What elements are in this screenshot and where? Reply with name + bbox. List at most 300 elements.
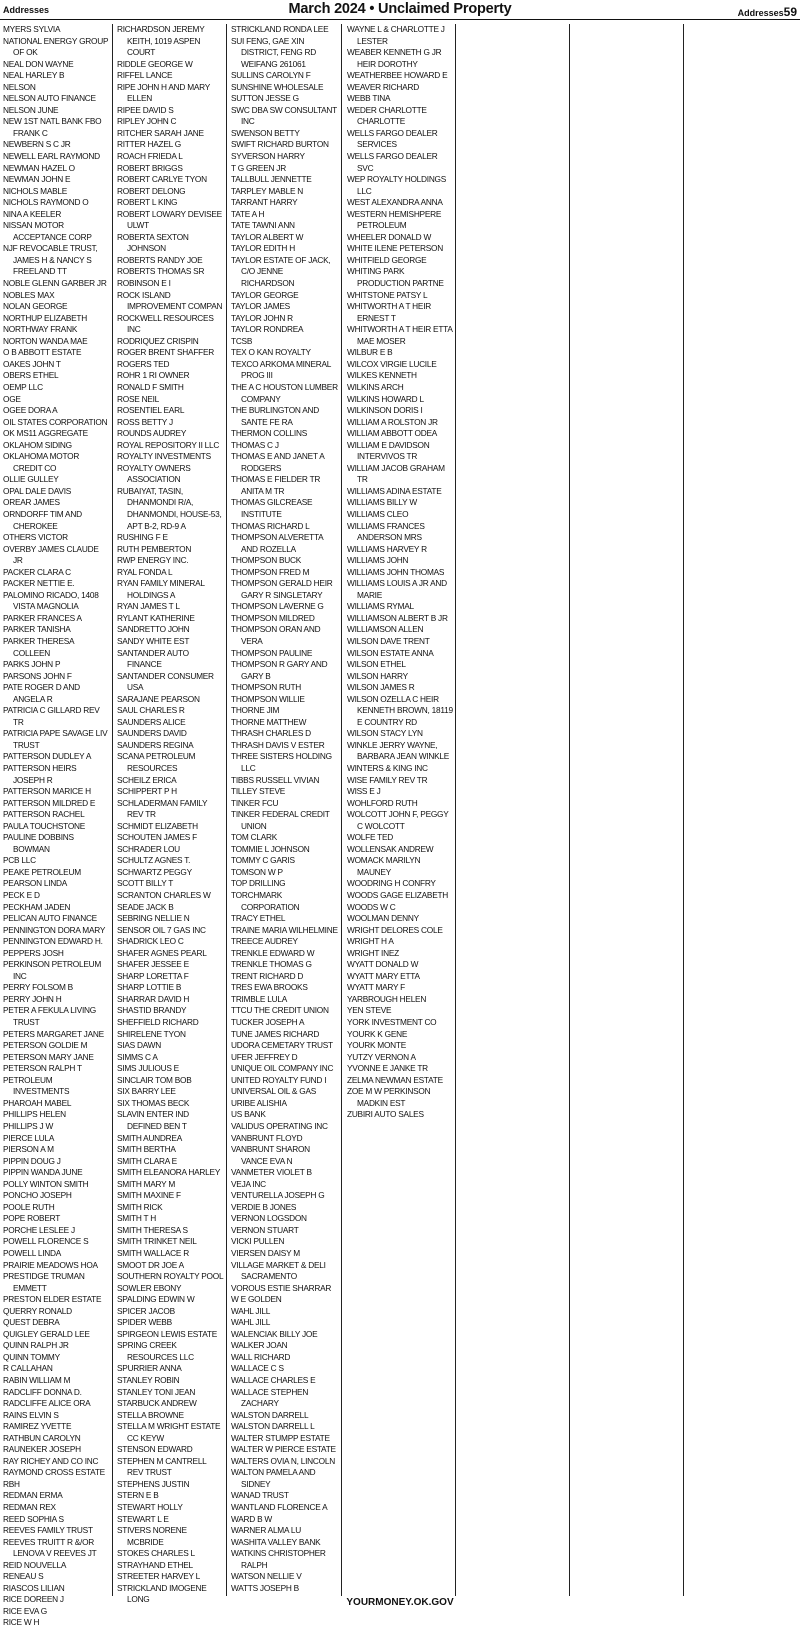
list-item: REID NOUVELLA — [3, 1559, 67, 1570]
list-item: WILLIAMS ADINA ESTATE — [347, 485, 442, 496]
list-item: WAYNE L & CHARLOTTE J LESTER — [347, 24, 445, 46]
list-item: TATE TAWNI ANN — [231, 220, 295, 231]
list-item: TINKER FCU — [231, 797, 279, 808]
list-item: PATRICIA C GILLARD REV TR — [3, 705, 100, 727]
list-item: SOWLER EBONY — [117, 1282, 182, 1293]
list-item: YORK INVESTMENT CO — [347, 1017, 437, 1028]
list-item: WILLIAM ABBOTT ODEA — [347, 428, 438, 439]
list-item: OGEE DORA A — [3, 405, 58, 416]
list-item: TUNE JAMES RICHARD — [231, 1028, 320, 1039]
list-item: WOODS GAGE ELIZABETH — [347, 890, 449, 901]
list-item: RICE EVA G — [3, 1605, 47, 1616]
list-item: MYERS SYLVIA — [3, 24, 61, 34]
listing-column-3 — [231, 24, 338, 1594]
list-item: WARNER ALMA LU — [231, 1525, 301, 1536]
list-item: RITTER HAZEL G — [117, 139, 181, 150]
list-item: TOMMY C GARIS — [231, 855, 295, 866]
list-item: STELLA M WRIGHT ESTATE CC KEYW — [117, 1421, 221, 1443]
list-item: WATTS JOSEPH B — [231, 1582, 299, 1593]
list-item: SHIRELENE TYON — [117, 1028, 186, 1039]
section-label-right: Addresses — [737, 8, 784, 18]
list-item: RAYMOND CROSS ESTATE — [3, 1467, 105, 1478]
list-item: NORTHUP ELIZABETH — [3, 312, 87, 323]
list-item: PETER A FEKULA LIVING TRUST — [3, 1005, 96, 1028]
list-item: TARPLEY MABLE N — [231, 185, 304, 196]
list-item: THOMAS RICHARD L — [231, 520, 310, 531]
list-item: WHITING PARK PRODUCTION PARTNE — [347, 266, 444, 289]
list-item: UDORA CEMETARY TRUST — [231, 1040, 333, 1051]
list-item: WATKINS CHRISTOPHER RALPH — [231, 1548, 326, 1570]
list-item: SHASTID BRANDY — [117, 1005, 187, 1016]
list-item: OIL STATES CORPORATION — [3, 416, 108, 427]
list-item: WALTON PAMELA AND SIDNEY — [231, 1467, 316, 1489]
list-item: SANDRETTO JOHN — [117, 624, 190, 635]
list-item: ROBERT CARLYE TYON — [117, 174, 207, 185]
list-item: SCHMIDT ELIZABETH — [117, 820, 198, 831]
list-item: SINCLAIR TOM BOB — [117, 1074, 192, 1085]
list-item: W E GOLDEN — [231, 1294, 282, 1305]
list-item: SUTTON JESSE G — [231, 93, 299, 104]
list-item: RICE DOREEN J — [3, 1594, 64, 1605]
list-item: TORCHMARK CORPORATION — [231, 890, 300, 912]
list-item: QUIGLEY GERALD LEE — [3, 1328, 90, 1339]
listing-column-1 — [3, 24, 110, 1629]
list-item: WOLFE TED — [347, 832, 393, 843]
list-item: WRIGHT INEZ — [347, 947, 399, 958]
list-item: PERRY FOLSOM B — [3, 982, 73, 993]
list-item: SANTANDER CONSUMER USA — [117, 670, 214, 693]
list-item: SPURRIER ANNA — [117, 1363, 182, 1374]
list-item: VERDIE B JONES — [231, 1201, 297, 1212]
list-item: WHITE ILENE PETERSON — [347, 243, 443, 254]
list-item: SARAJANE PEARSON — [117, 693, 200, 704]
list-item: WRIGHT H A — [347, 936, 394, 947]
list-item: SCOTT BILLY T — [117, 878, 174, 889]
list-item: ROSENTIEL EARL — [117, 405, 185, 416]
list-item: SAUL CHARLES R — [117, 705, 185, 716]
list-item: WILLIAMS HARVEY R — [347, 543, 427, 554]
list-item: ORNDORFF TIM AND CHEROKEE — [3, 508, 82, 531]
list-item: WANTLAND FLORENCE A — [231, 1502, 328, 1512]
list-item: US BANK — [231, 1109, 266, 1120]
list-item: UFER JEFFREY D — [231, 1051, 298, 1062]
list-item: SCANA PETROLEUM RESOURCES — [117, 751, 196, 773]
list-item: STANLEY TONI JEAN — [117, 1386, 196, 1397]
list-item: ROYAL REPOSITORY II LLC — [117, 439, 220, 450]
list-item: ROYALTY OWNERS ASSOCIATION — [117, 462, 191, 485]
list-item: PAULA TOUCHSTONE — [3, 820, 86, 831]
list-item: PERRY JOHN H — [3, 993, 62, 1004]
list-item: WALKER JOAN — [231, 1340, 288, 1351]
list-item: NELSON AUTO FINANCE — [3, 93, 96, 104]
list-item: UNIQUE OIL COMPANY INC — [231, 1063, 334, 1074]
list-item: RABIN WILLIAM M — [3, 1374, 71, 1385]
list-item: PHILLIPS HELEN — [3, 1109, 66, 1120]
list-item: VENTURELLA JOSEPH G — [231, 1190, 325, 1201]
list-item: QUERRY RONALD — [3, 1305, 72, 1316]
list-item: NOBLE GLENN GARBER JR — [3, 278, 107, 289]
list-item: VOROUS ESTIE SHARRAR — [231, 1282, 332, 1293]
list-item: STRICKLAND IMOGENE LONG — [117, 1582, 207, 1605]
header-rule — [0, 19, 800, 20]
list-item: SMOOT DR JOE A — [117, 1259, 184, 1270]
list-item: VANBRUNT SHARON VANCE EVA N — [231, 1144, 310, 1166]
list-item: POLLY WINTON SMITH — [3, 1178, 89, 1189]
list-item: ROBINSON E I — [117, 278, 171, 289]
list-item: PRESTON ELDER ESTATE — [3, 1294, 102, 1305]
list-item: NEWBERN S C JR — [3, 139, 71, 150]
list-item: SPIDER WEBB — [117, 1317, 172, 1328]
list-item: WALTER W PIERCE ESTATE — [231, 1444, 336, 1455]
list-item: PACKER CLARA C — [3, 566, 71, 577]
list-item: TRIMBLE LULA — [231, 993, 288, 1004]
list-item: TRAINE MARIA WILHELMINE — [231, 924, 338, 935]
list-item: YOURK MONTE — [347, 1040, 407, 1051]
list-item: WYATT MARY F — [347, 982, 406, 993]
list-item: SLAVIN ENTER IND DEFINED BEN T — [117, 1109, 189, 1131]
list-item: WYATT DONALD W — [347, 959, 419, 970]
list-item: SIMS JULIOUS E — [117, 1063, 179, 1074]
list-item: STOKES CHARLES L — [117, 1548, 195, 1559]
list-item: SAUNDERS DAVID — [117, 728, 187, 739]
list-item: SMITH WALLACE R — [117, 1247, 190, 1258]
list-item: NEWMAN JOHN E — [3, 174, 71, 185]
list-item: RYAN JAMES T L — [117, 601, 180, 612]
list-item: WRIGHT DELORES COLE — [347, 924, 443, 935]
list-item: SMITH TRINKET NEIL — [117, 1236, 197, 1247]
list-item: THOMPSON LAVERNE G — [231, 601, 324, 612]
list-item: SHARP LORETTA F — [117, 970, 189, 981]
list-item: WILLIAMS BILLY W — [347, 497, 417, 508]
list-item: WOODS W C — [347, 901, 396, 912]
list-item: SUI FENG, GAE XIN DISTRICT, FENG RD WEIFANG 261061 — [231, 35, 317, 69]
list-item: WILLIAMS RYMAL — [347, 601, 414, 612]
list-item: REDMAN ERMA — [3, 1490, 63, 1501]
list-item: TINKER FEDERAL CREDIT UNION — [231, 809, 330, 831]
list-item: WOLLENSAK ANDREW — [347, 843, 434, 854]
list-item: R CALLAHAN — [3, 1363, 53, 1374]
list-item: SYVERSON HARRY — [231, 151, 305, 162]
list-item: RENEAU S — [3, 1571, 44, 1582]
list-item: PARSONS JOHN F — [3, 670, 72, 681]
list-item: THOMPSON R GARY AND GARY B — [231, 659, 328, 681]
list-item: PHILLIPS J W — [3, 1120, 54, 1131]
column-divider — [455, 24, 456, 1596]
list-item: THE A C HOUSTON LUMBER COMPANY — [231, 381, 338, 404]
list-item: PECK E D — [3, 890, 40, 901]
list-item: RIPLEY JOHN C — [117, 116, 177, 127]
page-header — [0, 0, 800, 22]
list-item: RWP ENERGY INC. — [117, 555, 189, 566]
list-item: WILKINS HOWARD L — [347, 393, 424, 404]
list-item: PETROLEUM INVESTMENTS — [3, 1074, 70, 1097]
list-item: PIPPIN WANDA JUNE — [3, 1167, 83, 1178]
list-item: VALIDUS OPERATING INC — [231, 1120, 328, 1131]
list-item: PERKINSON PETROLEUM INC — [3, 959, 102, 981]
list-item: THOMPSON PAULINE — [231, 647, 313, 658]
list-item: SMITH MAXINE F — [117, 1190, 181, 1201]
list-item: NINA A KEELER — [3, 208, 62, 219]
list-item: NATIONAL ENERGY GROUP OF OK — [3, 35, 109, 58]
list-item: WOOLMAN DENNY — [347, 913, 419, 924]
list-item: THOMAS C J — [231, 439, 279, 450]
list-item: ROGER BRENT SHAFFER — [117, 347, 214, 358]
list-item: UNITED ROYALTY FUND I — [231, 1074, 327, 1085]
list-item: WEDER CHARLOTTE CHARLOTTE — [347, 104, 427, 127]
list-item: NICHOLS MABLE — [3, 185, 68, 196]
list-item: RYLANT KATHERINE — [117, 612, 195, 623]
list-item: RUSHING F E — [117, 532, 168, 543]
list-item: WILLIAMSON ALBERT B JR — [347, 612, 448, 623]
list-item: PACKER NETTIE E. — [3, 578, 75, 589]
list-item: OTHERS VICTOR — [3, 532, 68, 543]
list-item: QUINN TOMMY — [3, 1351, 60, 1362]
list-item: TAYLOR GEORGE — [231, 289, 299, 300]
list-item: SHAFER JESSEE E — [117, 959, 189, 970]
list-item: RIFFEL LANCE — [117, 70, 173, 81]
list-item: THORNE MATTHEW — [231, 716, 307, 727]
list-item: PIPPIN DOUG J — [3, 1155, 61, 1166]
list-item: ROHR 1 RI OWNER — [117, 370, 190, 381]
list-item: STEWART L E — [117, 1513, 169, 1524]
list-item: THRASH CHARLES D — [231, 728, 311, 739]
list-item: PARKER FRANCES A — [3, 612, 82, 623]
list-item: PRESTIDGE TRUMAN EMMETT — [3, 1271, 85, 1293]
list-item: THRASH DAVIS V ESTER — [231, 739, 325, 750]
list-item: STENSON EDWARD — [117, 1444, 193, 1455]
list-item: PCB LLC — [3, 855, 36, 866]
list-item: PONCHO JOSEPH — [3, 1190, 72, 1201]
list-item: PRAIRIE MEADOWS HOA — [3, 1259, 98, 1270]
list-item: THE BURLINGTON AND SANTE FE RA — [231, 405, 320, 427]
list-item: WALTER STUMPP ESTATE — [231, 1432, 330, 1443]
list-item: STEWART HOLLY — [117, 1502, 183, 1512]
list-item: REDMAN REX — [3, 1502, 56, 1512]
list-item: OGE — [3, 393, 21, 404]
list-item: RAUNEKER JOSEPH — [3, 1444, 81, 1455]
list-item: PATTERSON HEIRS JOSEPH R — [3, 763, 77, 785]
list-item: WILSON ESTATE ANNA — [347, 647, 434, 658]
column-divider — [226, 24, 227, 1596]
list-item: RIDDLE GEORGE W — [117, 58, 193, 69]
list-item: NELSON JUNE — [3, 104, 59, 115]
list-item: WEP ROYALTY HOLDINGS LLC — [347, 174, 447, 196]
list-item: RITCHER SARAH JANE — [117, 127, 204, 138]
list-item: ROGERS TED — [117, 358, 170, 369]
list-item: ROBERT DELONG — [117, 185, 186, 196]
list-item: QUEST DEBRA — [3, 1317, 60, 1328]
list-item: VICKI PULLEN — [231, 1236, 285, 1247]
list-item: RICHARDSON JEREMY KEITH, 1019 ASPEN COURT — [117, 24, 205, 58]
list-item: PALOMINO RICADO, 1408 VISTA MAGNOLIA — [3, 589, 99, 612]
list-item: WOODRING H CONFRY — [347, 878, 436, 889]
list-item: RYAL FONDA L — [117, 566, 173, 577]
list-item: PATE ROGER D AND ANGELA R — [3, 682, 80, 704]
list-item: WALENCIAK BILLY JOE — [231, 1328, 318, 1339]
list-item: STRAYHAND ETHEL — [117, 1559, 193, 1570]
list-item: SWENSON BETTY — [231, 127, 300, 138]
list-item: RAINS ELVIN S — [3, 1409, 59, 1420]
list-item: OEMP LLC — [3, 381, 43, 392]
list-item: SMITH THERESA S — [117, 1224, 188, 1235]
list-item: SHARP LOTTIE B — [117, 982, 182, 993]
list-item: WEATHERBEE HOWARD E — [347, 70, 448, 81]
list-item: TRENKLE THOMAS G — [231, 959, 312, 970]
list-item: YUTZY VERNON A — [347, 1051, 416, 1062]
list-item: NORTHWAY FRANK — [3, 324, 78, 335]
list-item: SAUNDERS ALICE — [117, 716, 186, 727]
list-item: TIBBS RUSSELL VIVIAN — [231, 774, 320, 785]
list-item: PENNINGTON EDWARD H. — [3, 936, 103, 947]
list-item: SCHWARTZ PEGGY — [117, 866, 192, 877]
list-item: SHARRAR DAVID H — [117, 993, 190, 1004]
list-item: PORCHE LESLEE J — [3, 1224, 75, 1235]
list-item: SMITH MARY M — [117, 1178, 176, 1189]
column-divider — [112, 24, 113, 1596]
list-item: ROBERT LOWARY DEVISEE ULWT — [117, 208, 222, 231]
list-item: TOMMIE L JOHNSON — [231, 843, 310, 854]
list-item: NJF REVOCABLE TRUST, JAMES H & NANCY S FREELAND TT — [3, 243, 98, 277]
list-item: WEST ALEXANDRA ANNA — [347, 197, 443, 208]
list-item: WHITWORTH A T HEIR ETTA MAE MOSER — [347, 324, 453, 346]
list-item: THOMPSON BUCK — [231, 555, 302, 566]
list-item: NISSAN MOTOR ACCEPTANCE CORP — [3, 220, 92, 242]
list-item: WYATT MARY ETTA — [347, 970, 420, 981]
listing-column-4 — [347, 24, 454, 1121]
list-item: NOBLES MAX — [3, 289, 55, 300]
list-item: NOLAN GEORGE — [3, 301, 68, 312]
list-item: PATRICIA PAPE SAVAGE LIV TRUST — [3, 728, 108, 750]
list-item: TAYLOR RONDREA — [231, 324, 304, 335]
list-item: PIERSON A M — [3, 1144, 54, 1155]
list-item: PATTERSON MILDRED E — [3, 797, 96, 808]
list-item: TOMSON W P — [231, 866, 283, 877]
list-item: TEX O KAN ROYALTY — [231, 347, 311, 358]
list-item: ROUNDS AUDREY — [117, 428, 187, 439]
list-item: RIPEE DAVID S — [117, 104, 174, 115]
list-item: WOLCOTT JOHN F, PEGGY C WOLCOTT — [347, 809, 449, 831]
column-divider — [683, 24, 684, 1596]
list-item: WALTERS OVIA N, LINCOLN — [231, 1455, 335, 1466]
list-item: SMITH CLARA E — [117, 1155, 177, 1166]
list-item: POPE ROBERT — [3, 1213, 61, 1224]
list-item: ZOE M W PERKINSON MADKIN EST — [347, 1086, 431, 1108]
list-item: WILSON STACY LYN — [347, 728, 423, 739]
list-item: TTCU THE CREDIT UNION — [231, 1005, 329, 1016]
list-item: RONALD F SMITH — [117, 381, 184, 392]
list-item: WILSON HARRY — [347, 670, 408, 681]
list-item: WARD B W — [231, 1513, 273, 1524]
list-item: TRENT RICHARD D — [231, 970, 304, 981]
list-item: VANBRUNT FLOYD — [231, 1132, 303, 1143]
list-item: ROBERTA SEXTON JOHNSON — [117, 231, 189, 254]
list-item: NEWMAN HAZEL O — [3, 162, 75, 173]
list-item: PEARSON LINDA — [3, 878, 68, 889]
list-item: WALL RICHARD — [231, 1351, 291, 1362]
list-item: SULLINS CAROLYN F — [231, 70, 311, 81]
list-item: SPIRGEON LEWIS ESTATE — [117, 1328, 218, 1339]
list-item: WILLIAM E DAVIDSON INTERVIVOS TR — [347, 439, 430, 462]
list-item: WINTERS & KING INC — [347, 763, 428, 773]
list-item: THOMAS E FIELDER TR ANITA M TR — [231, 474, 321, 496]
list-item: URIBE ALISHIA — [231, 1097, 287, 1108]
list-item: WILSON JAMES R — [347, 682, 415, 693]
list-item: PEPPERS JOSH — [3, 947, 64, 958]
list-item: STRICKLAND RONDA LEE — [231, 24, 329, 34]
list-item: ROCKWELL RESOURCES INC — [117, 312, 214, 335]
footer-url: YOURMONEY.OK.GOV — [346, 1597, 454, 1608]
list-item: SCHOUTEN JAMES F — [117, 832, 197, 843]
list-item: OK MS11 AGGREGATE — [3, 428, 88, 439]
list-item: RAMIREZ YVETTE — [3, 1421, 72, 1432]
list-item: SWC DBA SW CONSULTANT INC — [231, 104, 337, 127]
list-item: WALLACE CHARLES E — [231, 1374, 316, 1385]
list-item: OPAL DALE DAVIS — [3, 485, 72, 496]
list-item: ROBERT BRIGGS — [117, 162, 183, 173]
list-item: STARBUCK ANDREW — [117, 1398, 197, 1409]
list-item: WEAVER RICHARD — [347, 81, 419, 92]
list-item: SIX THOMAS BECK — [117, 1097, 190, 1108]
list-item: PECKHAM JADEN — [3, 901, 71, 912]
list-item: TAYLOR EDITH H — [231, 243, 295, 254]
list-item: TATE A H — [231, 208, 265, 219]
list-item: WESTERN HEMISHPERE PETROLEUM — [347, 208, 442, 231]
list-item: WILLIAMSON ALLEN — [347, 624, 424, 635]
list-item: WAHL JILL — [231, 1305, 271, 1316]
list-item: SHEFFIELD RICHARD — [117, 1017, 199, 1028]
list-item: WEBB TINA — [347, 93, 391, 104]
list-item: STEPHENS JUSTIN — [117, 1478, 190, 1489]
list-item: PATTERSON MARICE H — [3, 786, 91, 797]
list-item: WILCOX VIRGIE LUCILE — [347, 358, 437, 369]
list-item: NEWELL EARL RAYMOND — [3, 151, 100, 162]
list-item: SCHIPPERT P H — [117, 786, 177, 797]
list-item: SMITH T H — [117, 1213, 156, 1224]
list-item: SPRING CREEK RESOURCES LLC — [117, 1340, 194, 1362]
list-item: VILLAGE MARKET & DELI SACRAMENTO — [231, 1259, 326, 1282]
list-item: WHITFIELD GEORGE — [347, 254, 427, 265]
list-item: WHITWORTH A T HEIR ERNEST T — [347, 301, 432, 323]
list-item: PHAROAH MABEL — [3, 1097, 72, 1108]
list-item: TRENKLE EDWARD W — [231, 947, 315, 958]
list-item: SEBRING NELLIE N — [117, 913, 190, 924]
list-item: RATHBUN CAROLYN — [3, 1432, 81, 1443]
list-item: ROYALTY INVESTMENTS — [117, 451, 211, 462]
list-item: PETERS MARGARET JANE — [3, 1028, 104, 1039]
list-item: THREE SISTERS HOLDING LLC — [231, 751, 332, 773]
list-item: STEPHEN M CANTRELL REV TRUST — [117, 1455, 207, 1478]
list-item: WOMACK MARILYN MAUNEY — [347, 855, 421, 877]
list-item: SMITH AUNDREA — [117, 1132, 182, 1143]
section-label-left: Addresses — [3, 5, 50, 15]
list-item: TAYLOR JOHN R — [231, 312, 293, 323]
list-item: WISS E J — [347, 786, 381, 797]
list-item: SUNSHINE WHOLESALE — [231, 81, 324, 92]
list-item: SCHRADER LOU — [117, 843, 180, 854]
list-item: WILLIAMS CLEO — [347, 508, 409, 519]
list-item: WILKINSON DORIS I — [347, 405, 423, 416]
column-divider — [341, 24, 342, 1596]
list-item: OKLAHOMA MOTOR CREDIT CO — [3, 451, 80, 473]
list-item: ROBERTS RANDY JOE — [117, 254, 203, 265]
list-item: SHADRICK LEO C — [117, 936, 184, 947]
name-list — [231, 24, 338, 1594]
list-item: SWIFT RICHARD BURTON — [231, 139, 329, 150]
list-item: ROCK ISLAND IMPROVEMENT COMPAN — [117, 289, 223, 312]
listing-column-2 — [117, 24, 224, 1606]
list-item: SEADE JACK B — [117, 901, 174, 912]
list-item: PARKER TANISHA — [3, 624, 71, 635]
